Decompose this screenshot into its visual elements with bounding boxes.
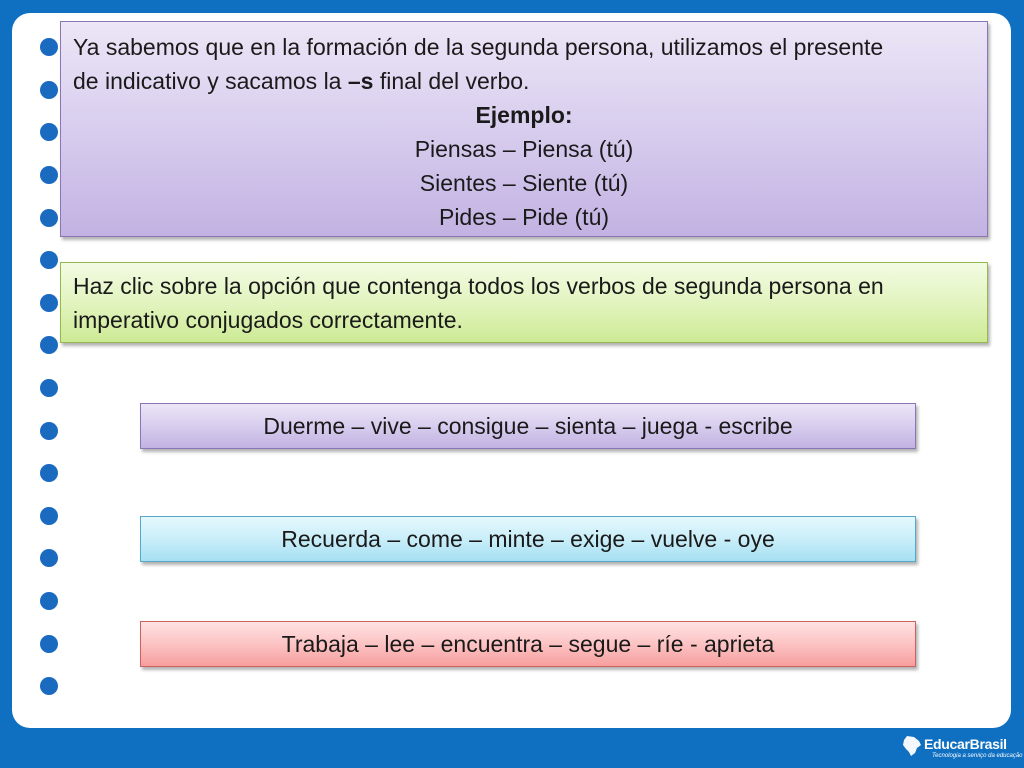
notebook-ring [40,677,58,695]
notebook-ring [40,635,58,653]
notebook-ring [40,81,58,99]
educarbrasil-logo [902,733,1023,763]
notebook-ring [40,422,58,440]
example-line: Sientes – Siente (tú) [419,170,629,196]
notebook-ring [40,464,58,482]
intro-line-2-end: final del verbo. [373,68,530,94]
instruction-line-1: Haz clic sobre la opción que contenga todos los verbos de segunda persona en [73,273,884,299]
notebook-ring [40,549,58,567]
notebook-ring [40,251,58,269]
logo-tagline: Tecnologia a serviço da educação [932,753,1023,759]
notebook-ring [40,507,58,525]
instruction-line-2: imperativo conjugados correctamente. [73,307,463,333]
intro-line-2-start: de indicativo y sacamos la [73,68,348,94]
instruction-box [60,262,988,343]
notebook-ring [40,379,58,397]
notebook-ring [40,592,58,610]
notebook-ring [40,209,58,227]
logo-name: EducarBrasil [924,736,1007,752]
example-heading: Ejemplo: [475,102,573,128]
notebook-ring [40,166,58,184]
option-3-button[interactable]: Trabaja – lee – encuentra – segue – ríe - aprieta [140,621,916,667]
notebook-ring [40,294,58,312]
option-2-button[interactable]: Recuerda – come – minte – exige – vuelve - oye [140,516,916,562]
option-1-button[interactable]: Duerme – vive – consigue – sienta – juega - escribe [140,403,916,449]
notebook-ring [40,336,58,354]
brazil-map-icon [902,735,922,757]
intro-line-2 [73,64,975,98]
notebook-ring [40,123,58,141]
intro-line-1: Ya sabemos que en la formación de la segunda persona, utilizamos el presente [73,34,884,60]
intro-box [60,21,988,237]
notebook-ring [40,38,58,56]
example-line: Pides – Pide (tú) [438,204,610,230]
example-line: Piensas – Piensa (tú) [414,136,634,162]
intro-suffix-bold: –s [347,68,374,94]
